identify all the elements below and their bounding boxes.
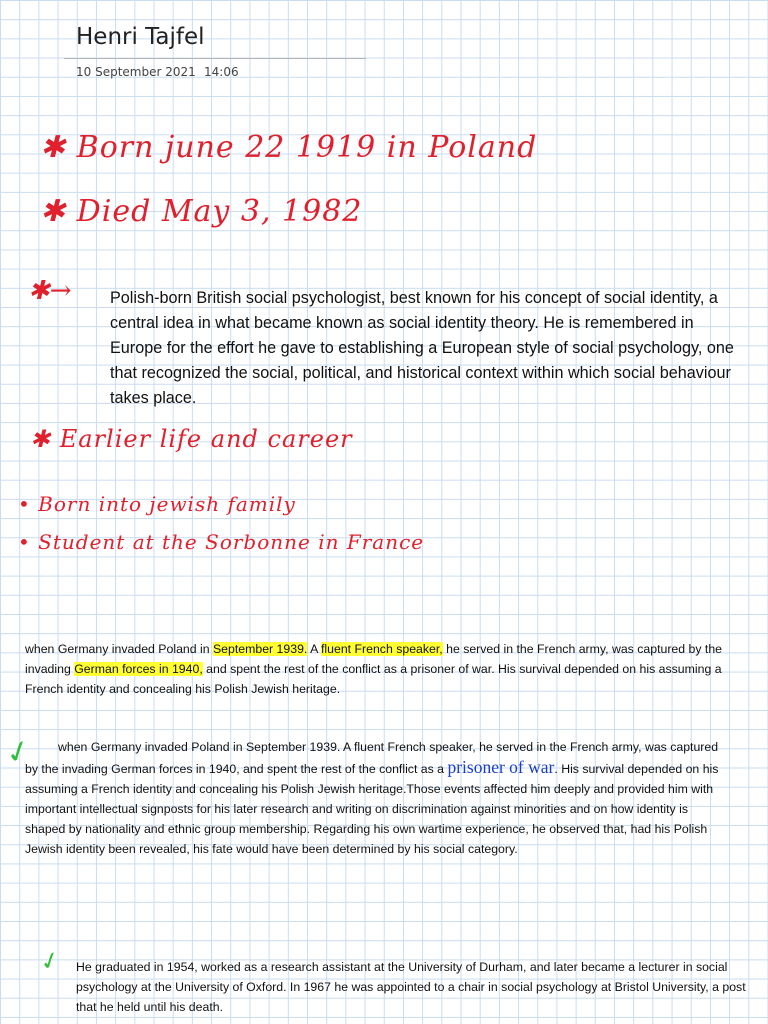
handwritten-section-heading: ✱ Earlier life and career <box>30 425 353 453</box>
note-time: 14:06 <box>204 65 239 79</box>
career-paragraph: He graduated in 1954, worked as a research assistant at the University of Durham, and later became a lecturer in social psychology at the University of Oxford. In 1967 he was appointed to a chair in social psychology at Bristol University, a post that he held until his death. <box>76 960 746 1014</box>
highlight-september-1939: September 1939. <box>212 642 308 656</box>
para2-text-2: . His survival depended on his assuming a French identity and concealing his Polish Jewish heritage.Those events affected him deeply and provided him with important intellectual signposts for his later research and writing on discrimination against minorities and on how identity is shaped by nationality and ethnic group membership. Regarding his own wartime experience, he observed that, had his Polish Jewish identity been revealed, his fate would have been determined by his social category. <box>25 762 719 856</box>
war-paragraph-extended <box>25 737 725 859</box>
page-title: Henri Tajfel <box>76 24 205 50</box>
para1-text-4: and spent the rest of the conflict as a prisoner of war. His survival depended on his assuming a French identity and concealing his Polish Jewish heritage. <box>25 662 722 696</box>
para1-text-3: he served in the French army, was captured by the invading <box>25 642 723 676</box>
para1-text-2: A <box>307 642 322 656</box>
note-date: 10 September 2021 <box>76 65 196 79</box>
green-check-icon: ✓ <box>36 944 64 978</box>
para2-text-1: when Germany invaded Poland in September 1939. A fluent French speaker, he served in the French army, was captured by the invading German forces in 1940, and spent the rest of the conflict as a <box>25 740 719 776</box>
handwritten-death-note: ✱ Died May 3, 1982 <box>40 194 363 229</box>
title-divider <box>64 58 366 59</box>
para1-text-1: when Germany invaded Poland in <box>25 642 213 656</box>
handwritten-arrow-mark: ✱→ <box>28 276 72 306</box>
prisoner-of-war-link[interactable]: prisoner of war <box>447 757 555 777</box>
highlight-german-forces-1940: German forces in 1940, <box>74 662 203 676</box>
highlight-fluent-french-speaker: fluent French speaker, <box>321 642 443 656</box>
handwritten-birth-note: ✱ Born june 22 1919 in Poland <box>40 130 538 165</box>
war-paragraph-highlighted <box>25 639 725 699</box>
summary-paragraph: Polish-born British social psychologist, best known for his concept of social identity, a central idea in what became known as social identity theory. He is remembered in Europe for the effort he gave to establishing a European style of social psychology, one that recognized the social, political, and historical context within which social behaviour takes place. <box>110 289 734 407</box>
green-check-icon: ✓ <box>1 731 36 774</box>
handwritten-bullet-sorbonne: • Student at the Sorbonne in France <box>18 530 425 554</box>
handwritten-bullet-family: • Born into jewish family <box>18 492 296 516</box>
